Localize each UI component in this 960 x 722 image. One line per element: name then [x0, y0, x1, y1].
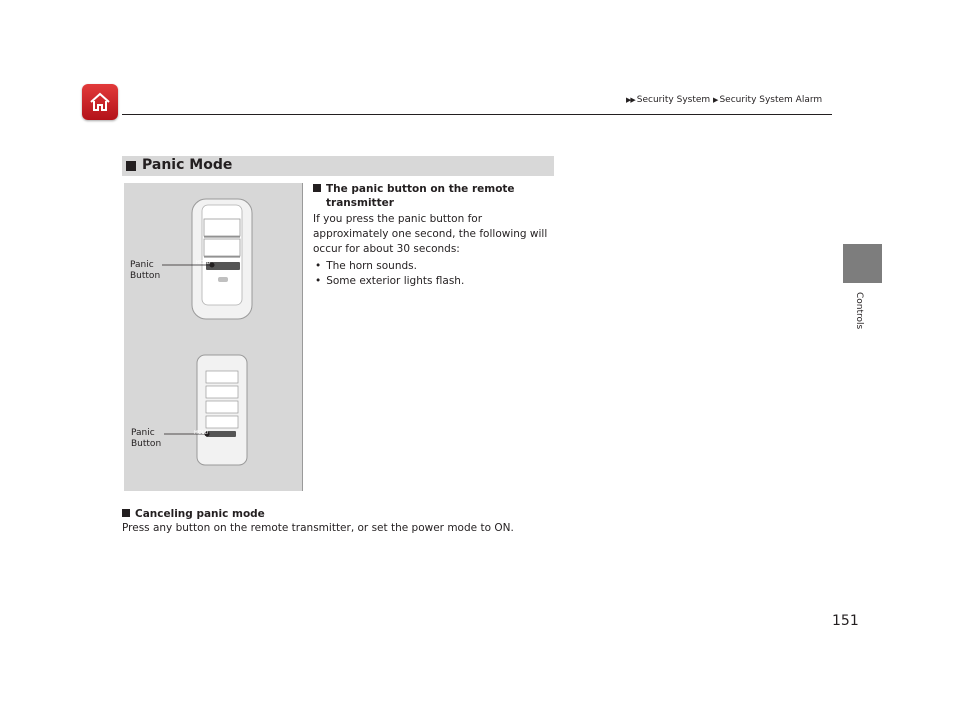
breadcrumb: [626, 95, 836, 105]
panic-button-callout-1: Panic Button: [130, 260, 161, 281]
header-rule: [122, 114, 832, 115]
canceling-heading: Canceling panic mode: [122, 507, 265, 521]
heading-square-icon: [313, 184, 321, 192]
panic-button-callout-2: Panic Button: [131, 428, 162, 449]
home-button[interactable]: [82, 84, 118, 120]
heading-square-icon: [122, 509, 130, 517]
hold-label-2: HOLD: [194, 430, 209, 436]
home-icon: [88, 90, 112, 114]
section-header: [122, 156, 554, 176]
page-number: 151: [832, 613, 859, 629]
hold-label-1: HOLD: [196, 260, 211, 266]
remote-transmitter-2: [164, 355, 247, 465]
canceling-description: Press any button on the remote transmitter, or set the power mode to ON.: [122, 522, 514, 534]
breadcrumb-item-security-system[interactable]: Security System: [636, 95, 711, 105]
breadcrumb-arrow-icon: ▶: [713, 96, 718, 104]
section-title: Panic Mode: [142, 157, 233, 173]
chapter-tab-label[interactable]: Controls: [854, 292, 864, 330]
panic-button-description: If you press the panic button for approximately one second, the following will occur for about 30 seconds:: [313, 213, 548, 255]
breadcrumb-item-security-system-alarm[interactable]: Security System Alarm: [719, 95, 823, 105]
section-square-icon: [126, 161, 136, 171]
list-item: • Some exterior lights flash.: [315, 275, 465, 287]
list-item: • The horn sounds.: [315, 260, 417, 272]
panic-button-heading: The panic button on the remote transmitter: [313, 182, 558, 210]
remote-transmitter-1: [162, 199, 252, 319]
chapter-tab-marker[interactable]: [843, 244, 882, 283]
breadcrumb-arrow-icon: ▶▶: [626, 96, 635, 104]
